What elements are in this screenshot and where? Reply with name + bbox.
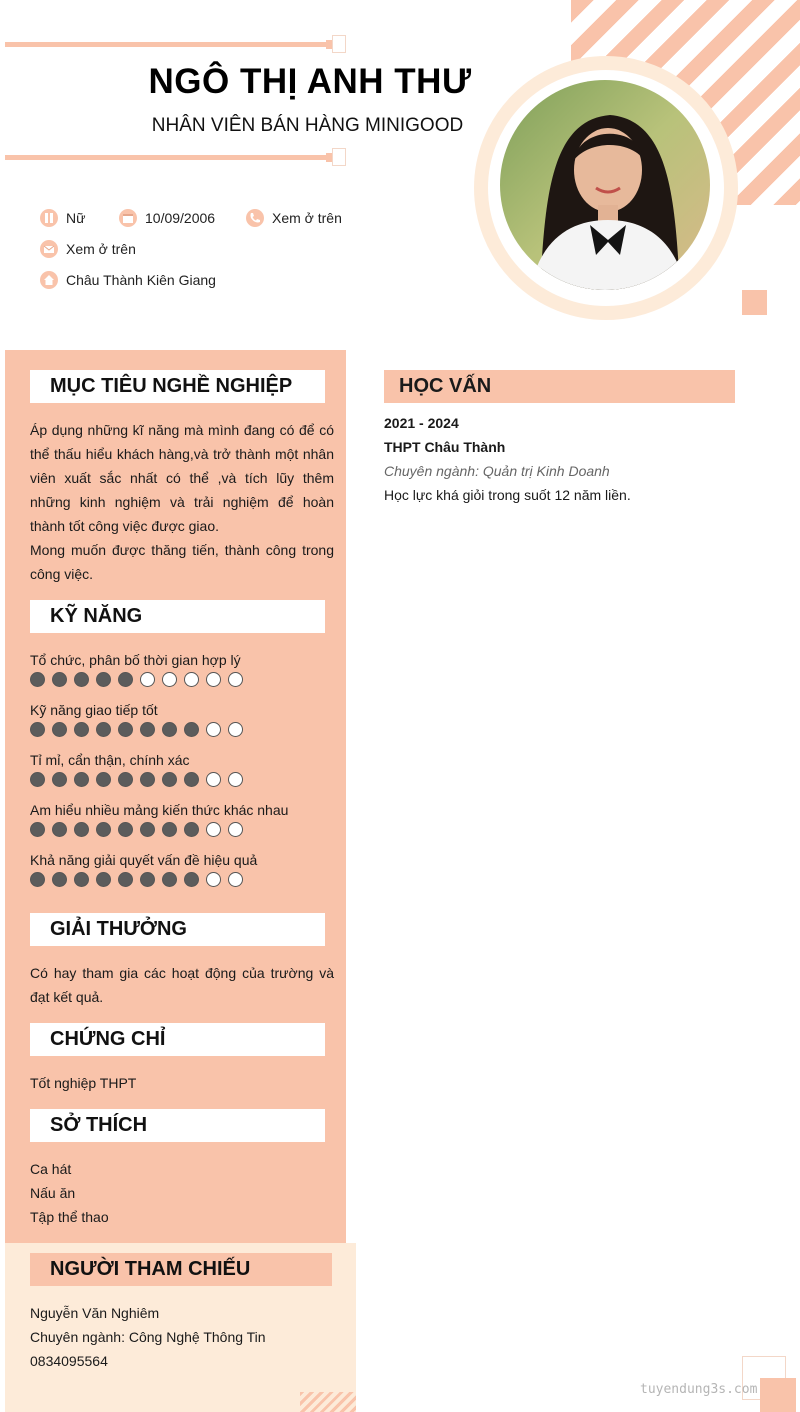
gender-icon xyxy=(40,209,58,227)
skill-rating xyxy=(30,722,330,737)
rating-dot-filled xyxy=(184,772,199,787)
rating-dot-empty xyxy=(206,722,221,737)
references-heading: NGƯỜI THAM CHIẾU xyxy=(30,1253,332,1286)
rating-dot-filled xyxy=(30,872,45,887)
top-rule xyxy=(5,42,330,47)
rating-dot-filled xyxy=(96,722,111,737)
certificate-item: Tốt nghiệp THPT xyxy=(30,1075,137,1091)
avatar xyxy=(500,80,710,290)
gender-text: Nữ xyxy=(66,210,86,226)
skill-label: Kỹ năng giao tiếp tốt xyxy=(30,702,158,718)
rating-dot-filled xyxy=(30,672,45,687)
education-major: Chuyên ngành: Quản trị Kinh Doanh xyxy=(384,463,610,479)
email-info xyxy=(40,240,136,258)
awards-text: Có hay tham gia các hoạt động của trường và đạt kết quả. xyxy=(30,965,334,1005)
rating-dot-filled xyxy=(184,822,199,837)
rating-dot-filled xyxy=(52,672,67,687)
rating-dot-empty xyxy=(206,672,221,687)
rating-dot-empty xyxy=(206,822,221,837)
rating-dot-filled xyxy=(162,872,177,887)
gender-info xyxy=(40,209,85,227)
rating-dot-filled xyxy=(74,722,89,737)
rating-dot-filled xyxy=(118,722,133,737)
awards-heading: GIẢI THƯỞNG xyxy=(30,913,325,946)
job-title: NHÂN VIÊN BÁN HÀNG MINIGOOD xyxy=(151,115,464,136)
phone-text: Xem ở trên xyxy=(272,210,342,226)
rating-dot-empty xyxy=(140,672,155,687)
rating-dot-filled xyxy=(30,722,45,737)
striped-corner-decoration xyxy=(300,1392,356,1412)
rating-dot-filled xyxy=(96,822,111,837)
skill-rating xyxy=(30,872,330,887)
skill-label: Am hiểu nhiều mảng kiến thức khác nhau xyxy=(30,802,289,818)
education-period: 2021 - 2024 xyxy=(384,415,459,431)
rating-dot-filled xyxy=(30,772,45,787)
objective-text-1: Áp dụng những kĩ năng mà mình đang có để có thể thấu hiểu khách hàng,và trở thành một nhân viên xuất sắc nhất có thể ,và tích lũy thêm những kinh nghiệm và trải nghiệm để hoàn thành tốt công việc được giao. xyxy=(30,422,334,534)
rating-dot-filled xyxy=(74,872,89,887)
rating-dot-filled xyxy=(96,672,111,687)
skill-item xyxy=(30,700,330,737)
phone-icon xyxy=(246,209,264,227)
skill-rating xyxy=(30,772,330,787)
birthday-info xyxy=(119,209,215,227)
rating-dot-filled xyxy=(96,772,111,787)
certificates-heading: CHỨNG CHỈ xyxy=(30,1023,325,1056)
rating-dot-filled xyxy=(140,872,155,887)
education-heading: HỌC VẤN xyxy=(384,370,735,403)
corner-square-decoration xyxy=(760,1378,796,1412)
skill-label: Tỉ mỉ, cẩn thận, chính xác xyxy=(30,752,190,768)
hobby-item: Ca hát xyxy=(30,1161,72,1177)
rating-dot-filled xyxy=(74,672,89,687)
watermark: tuyendung3s.com xyxy=(640,1382,758,1397)
hobbies-heading: SỞ THÍCH xyxy=(30,1109,325,1142)
skill-item xyxy=(30,650,330,687)
rating-dot-filled xyxy=(118,672,133,687)
address-info xyxy=(40,271,216,289)
rating-dot-filled xyxy=(184,872,199,887)
skill-label: Tổ chức, phân bố thời gian hợp lý xyxy=(30,652,241,668)
email-icon xyxy=(40,240,58,258)
skill-item xyxy=(30,850,330,887)
skill-rating xyxy=(30,672,330,687)
rating-dot-filled xyxy=(74,772,89,787)
rating-dot-filled xyxy=(140,722,155,737)
skill-item xyxy=(30,750,330,787)
rating-dot-empty xyxy=(228,722,243,737)
rating-dot-filled xyxy=(140,822,155,837)
rating-dot-empty xyxy=(228,822,243,837)
rating-dot-filled xyxy=(74,822,89,837)
hobby-item: Tập thể thao xyxy=(30,1209,109,1225)
objective-heading: MỤC TIÊU NGHỀ NGHIỆP xyxy=(30,370,325,403)
rating-dot-filled xyxy=(52,722,67,737)
rating-dot-empty xyxy=(184,672,199,687)
address-text: Châu Thành Kiên Giang xyxy=(66,272,216,288)
rating-dot-empty xyxy=(206,772,221,787)
calendar-icon xyxy=(119,209,137,227)
rating-dot-filled xyxy=(118,822,133,837)
rating-dot-filled xyxy=(118,872,133,887)
home-icon xyxy=(40,271,58,289)
reference-phone: 0834095564 xyxy=(30,1353,108,1369)
rating-dot-filled xyxy=(118,772,133,787)
rating-dot-filled xyxy=(162,772,177,787)
rating-dot-empty xyxy=(162,672,177,687)
rating-dot-filled xyxy=(162,822,177,837)
rating-dot-filled xyxy=(52,772,67,787)
phone-info xyxy=(246,209,342,227)
rating-dot-empty xyxy=(228,772,243,787)
objective-text-2: Mong muốn được thăng tiến, thành công trong công việc. xyxy=(30,542,334,582)
rating-dot-filled xyxy=(140,772,155,787)
skills-heading: KỸ NĂNG xyxy=(30,600,325,633)
bottom-rule xyxy=(5,155,330,160)
rating-dot-empty xyxy=(228,872,243,887)
rating-dot-empty xyxy=(206,872,221,887)
rating-dot-filled xyxy=(30,822,45,837)
rating-dot-filled xyxy=(52,822,67,837)
reference-major: Chuyên ngành: Công Nghệ Thông Tin xyxy=(30,1329,266,1345)
rating-dot-filled xyxy=(52,872,67,887)
square-decoration xyxy=(742,290,767,315)
reference-name: Nguyễn Văn Nghiêm xyxy=(30,1305,160,1321)
rating-dot-filled xyxy=(96,872,111,887)
education-note: Học lực khá giỏi trong suốt 12 năm liền. xyxy=(384,487,631,503)
rating-dot-filled xyxy=(162,722,177,737)
skill-label: Khả năng giải quyết vấn đề hiệu quả xyxy=(30,852,258,868)
rating-dot-empty xyxy=(228,672,243,687)
rating-dot-filled xyxy=(184,722,199,737)
candidate-name: NGÔ THỊ ANH THƯ xyxy=(148,62,472,101)
email-text: Xem ở trên xyxy=(66,241,136,257)
hobby-item: Nấu ăn xyxy=(30,1185,76,1201)
education-school: THPT Châu Thành xyxy=(384,439,506,455)
skill-rating xyxy=(30,822,330,837)
birthday-text: 10/09/2006 xyxy=(145,210,216,226)
skill-item xyxy=(30,800,330,837)
